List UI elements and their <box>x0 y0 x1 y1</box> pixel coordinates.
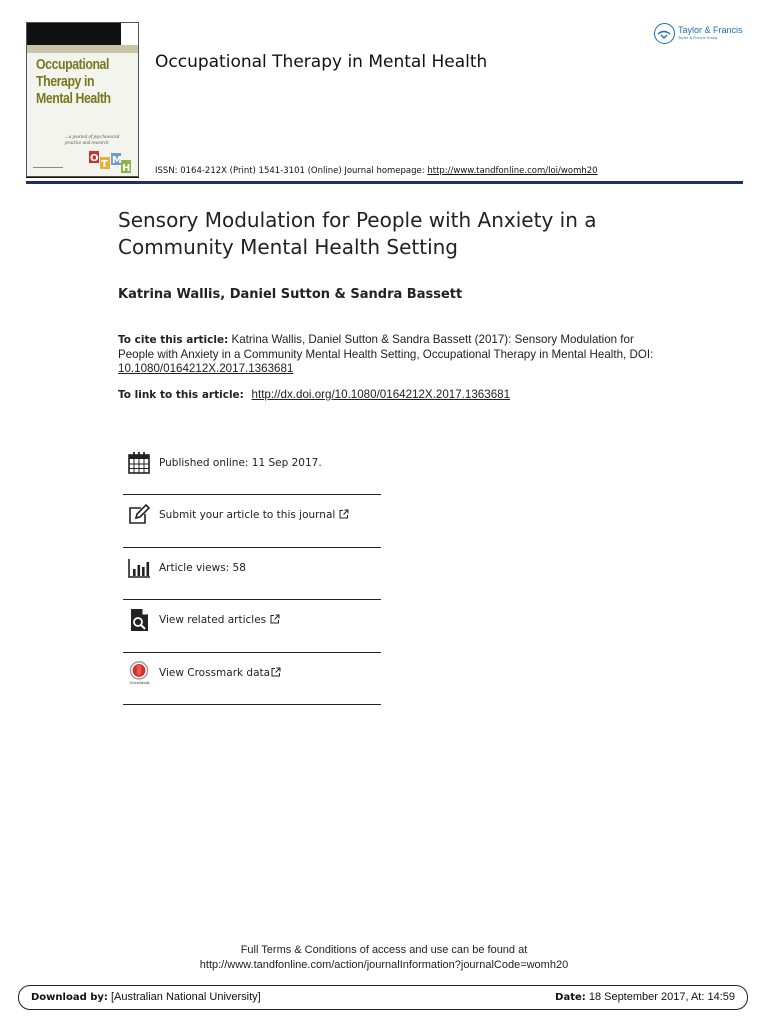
cover-subtitle: ...a journal of psychosocial practice and research <box>65 135 120 146</box>
cover-title: Occupational Therapy in Mental Health <box>36 57 111 107</box>
external-link-icon <box>270 614 280 624</box>
terms-url[interactable]: http://www.tandfonline.com/action/journalInformation?journalCode=womh20 <box>199 958 569 971</box>
publisher-name: Taylor & Francis <box>678 25 743 35</box>
publisher-group: Taylor & Francis Group <box>678 36 718 40</box>
external-link-icon <box>271 667 281 677</box>
link-label: To link to this article: <box>118 389 248 401</box>
submit-article-row[interactable] <box>123 495 381 548</box>
journal-name: Occupational Therapy in Mental Health <box>155 52 488 72</box>
journal-homepage-link[interactable]: http://www.tandfonline.com/loi/womh20 <box>427 166 598 176</box>
search-document-icon <box>127 608 151 632</box>
bar-chart-icon <box>127 556 151 580</box>
taylor-francis-logo-icon <box>654 23 675 44</box>
article-info-list <box>123 443 381 705</box>
cite-text: Katrina Wallis, Daniel Sutton & Sandra Bassett (2017): Sensory Modulation for People with Anxiety in a Community Mental Health Setting, Occupational Therapy in Mental Health, DOI: <box>118 333 654 361</box>
cover-top-band <box>27 23 139 45</box>
svg-text:M: M <box>112 155 122 166</box>
cite-label: To cite this article: <box>118 334 229 346</box>
taylor-francis-logo[interactable] <box>654 23 754 47</box>
related-articles-link[interactable]: View related articles <box>159 614 267 626</box>
published-online-row <box>123 443 381 495</box>
cover-publisher-mark <box>33 167 63 173</box>
download-by: Download by: [Australian National University] <box>31 991 261 1003</box>
crossmark-icon <box>127 661 151 685</box>
external-link-icon <box>339 509 349 519</box>
article-views-row <box>123 548 381 601</box>
issn-line: ISSN: 0164-212X (Print) 1541-3101 (Online) Journal homepage: http://www.tandfonline.com/loi/womh20 <box>155 166 598 176</box>
article-doi-url[interactable]: http://dx.doi.org/10.1080/0164212X.2017.1363681 <box>251 388 511 401</box>
svg-text:O: O <box>90 153 99 164</box>
otmh-logo-icon <box>87 148 133 176</box>
related-articles-row[interactable] <box>123 600 381 653</box>
crossmark-link[interactable]: View Crossmark data <box>159 666 271 679</box>
submit-article-link[interactable]: Submit your article to this journal <box>159 509 336 521</box>
article-authors: Katrina Wallis, Daniel Sutton & Sandra Bassett <box>118 287 463 302</box>
article-title: Sensory Modulation for People with Anxiety in a Community Mental Health Setting <box>118 208 597 259</box>
calendar-icon <box>127 451 151 475</box>
cover-underline <box>26 177 139 178</box>
citation-block <box>118 333 658 377</box>
doi-link[interactable]: 10.1080/0164212X.2017.1363681 <box>118 362 294 375</box>
cover-bar <box>27 45 139 53</box>
svg-text:H: H <box>122 163 131 174</box>
svg-text:CrossMark: CrossMark <box>129 680 150 685</box>
article-views: Article views: 58 <box>159 561 246 574</box>
svg-text:T: T <box>101 159 108 170</box>
pencil-edit-icon <box>127 503 151 527</box>
terms-line: Full Terms & Conditions of access and use can be found at <box>240 944 528 956</box>
crossmark-row[interactable] <box>123 653 381 706</box>
published-date: Published online: 11 Sep 2017. <box>159 457 322 469</box>
header-divider <box>26 181 743 184</box>
journal-cover <box>26 22 139 177</box>
download-info-bar <box>18 985 748 1010</box>
article-link-line <box>118 388 510 401</box>
download-date: Date: 18 September 2017, At: 14:59 <box>555 991 735 1003</box>
terms-notice <box>0 943 768 972</box>
